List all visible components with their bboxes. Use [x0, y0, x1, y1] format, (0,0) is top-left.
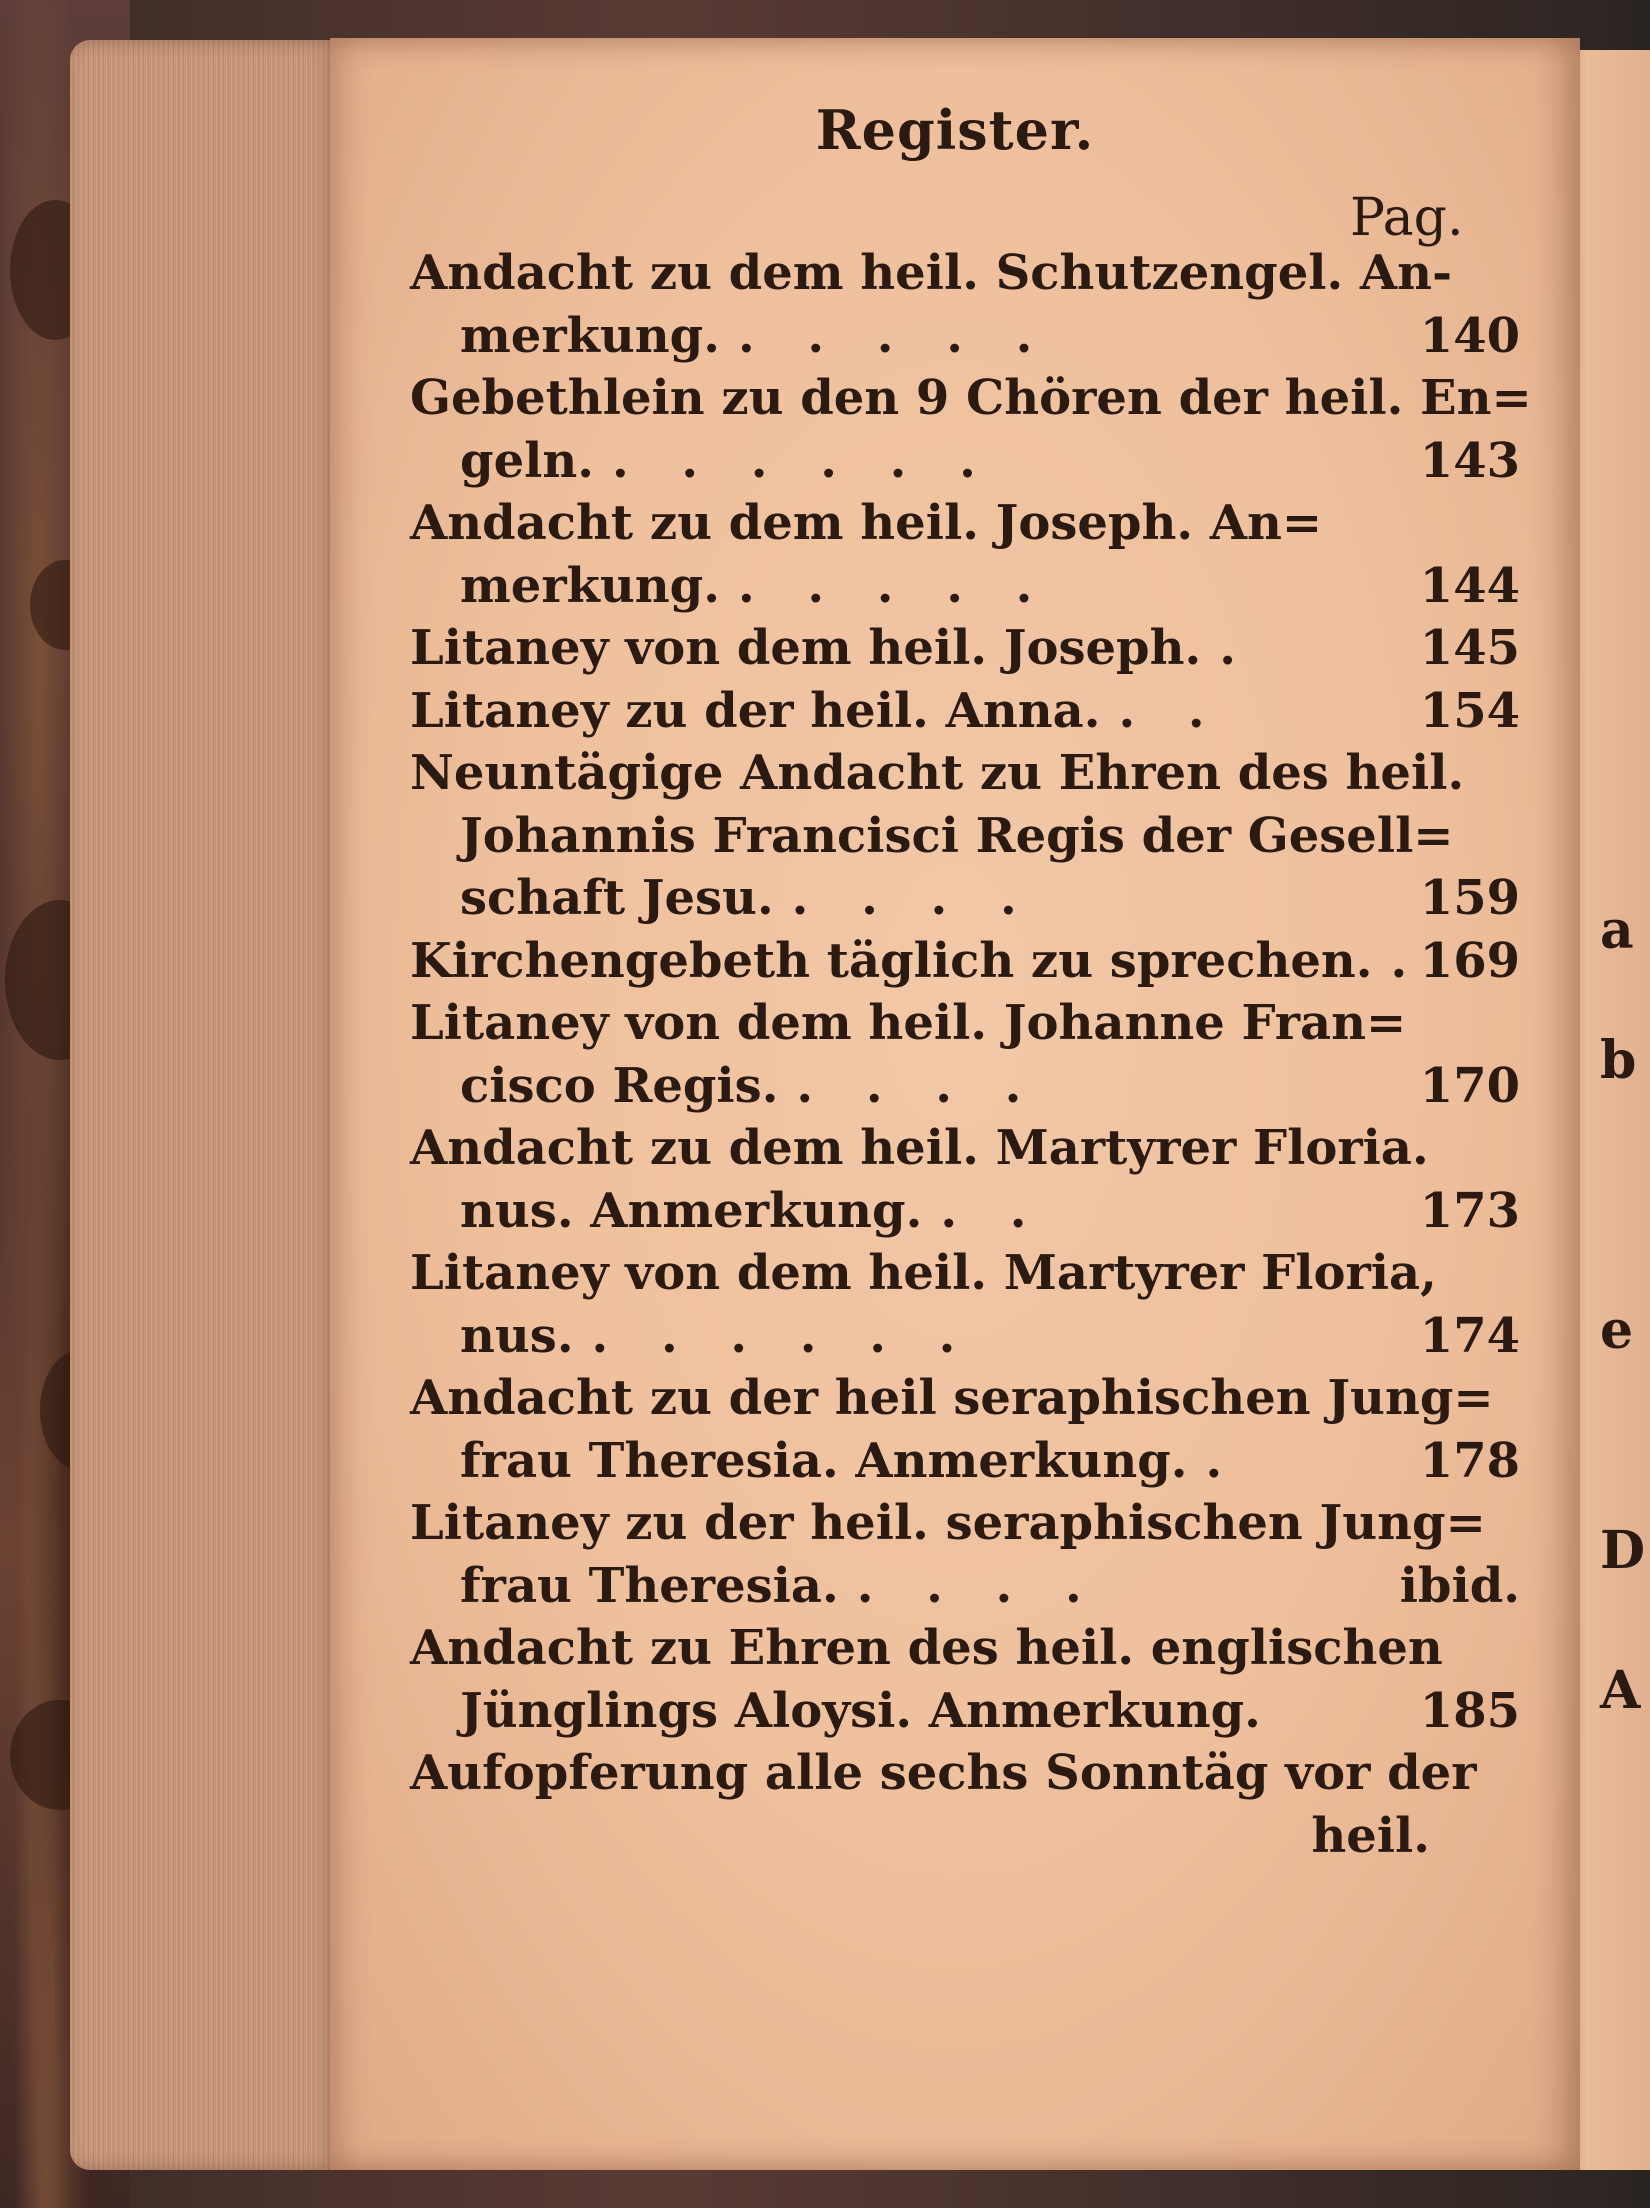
register-entry — [410, 992, 1520, 1117]
facing-page-glyph: e — [1600, 1300, 1634, 1361]
leader-dots: . . . . . — [737, 307, 1051, 364]
page-number: ibid. — [1399, 1557, 1520, 1614]
leader-dots: . . . . — [791, 870, 1035, 926]
entry-line: Andacht zu dem heil. Schutzengel. An- — [410, 245, 1452, 301]
entry-line — [410, 680, 1520, 743]
facing-page-glyph: D — [1600, 1520, 1646, 1581]
entry-line — [410, 555, 1520, 618]
page-number: 145 — [1419, 620, 1520, 676]
entry-text: nus. — [460, 1307, 574, 1364]
register-entry — [410, 1117, 1520, 1242]
entry-line — [410, 867, 1520, 930]
page-number: 174 — [1419, 1307, 1520, 1364]
entry-text: Litaney zu der heil. Anna. — [410, 682, 1101, 739]
page-number: 173 — [1419, 1182, 1520, 1239]
entry-line — [410, 430, 1520, 493]
entry-line: Jünglings Aloysi. Anmerkung. — [460, 1682, 1261, 1739]
page-number: 169 — [1419, 932, 1520, 989]
entry-text: frau Theresia. — [460, 1557, 839, 1614]
leader-dots: . . — [940, 1182, 1045, 1239]
leader-dots: . — [1219, 620, 1254, 676]
page-number: 143 — [1419, 432, 1520, 489]
page-edges — [70, 40, 340, 2170]
register-entry — [410, 492, 1520, 617]
leader-dots: . . . . . . — [611, 432, 994, 489]
register-entry — [410, 1742, 1520, 1867]
leader-dots: . . . . . — [737, 557, 1051, 614]
entry-text: cisco Regis. — [460, 1057, 779, 1114]
page-number: 154 — [1419, 682, 1520, 739]
leader-dots: . . . . . . — [591, 1307, 974, 1364]
entry-line: Andacht zu dem heil. Martyrer Floria. — [410, 1120, 1429, 1176]
page-number: 144 — [1419, 557, 1520, 614]
entry-line: Aufopferung alle sechs Sonntäg vor der — [410, 1745, 1477, 1801]
register-entry — [410, 617, 1520, 680]
page-heading: Register. — [815, 98, 1095, 162]
register-entry — [410, 1367, 1520, 1492]
entry-line: Litaney von dem heil. Johanne Fran= — [410, 995, 1407, 1051]
register-entry — [410, 1242, 1520, 1367]
entry-text: Kirchengebeth täglich zu sprechen. — [410, 932, 1373, 989]
register-entry — [410, 930, 1520, 993]
facing-page-glyph: A — [1600, 1660, 1641, 1721]
page-number: 140 — [1419, 307, 1520, 364]
leader-dots: . . . . — [856, 1557, 1100, 1614]
entry-line — [410, 930, 1520, 993]
entry-line: Neuntägige Andacht zu Ehren des heil. — [410, 745, 1465, 801]
entry-line: Johannis Francisci Regis der Gesell= — [460, 807, 1454, 864]
leader-dots: . — [1390, 932, 1426, 989]
entry-text: nus. Anmerkung. — [460, 1182, 923, 1239]
leader-dots: . . — [1118, 682, 1223, 739]
entry-line — [410, 617, 1520, 680]
register-entry — [410, 1617, 1520, 1742]
entry-text: frau Theresia. Anmerkung. — [460, 1432, 1188, 1489]
entry-line — [410, 1430, 1520, 1493]
entry-line — [410, 1055, 1520, 1118]
leader-dots: . . . . — [796, 1057, 1040, 1114]
trailing-word: heil. — [1311, 1807, 1430, 1864]
page-number: 185 — [1419, 1682, 1520, 1739]
entry-line — [410, 1180, 1520, 1243]
entry-line: Andacht zu dem heil. Joseph. An= — [410, 495, 1323, 551]
facing-page-glyph: b — [1600, 1030, 1637, 1091]
page-number: 170 — [1419, 1057, 1520, 1114]
entry-line: Andacht zu Ehren des heil. englischen — [410, 1620, 1443, 1676]
page-number: 159 — [1419, 870, 1520, 926]
page-number: 178 — [1419, 1432, 1520, 1489]
register-entry — [410, 367, 1532, 492]
entry-line: Gebethlein zu den 9 Chören der heil. En= — [410, 370, 1532, 426]
entry-text: Litaney von dem heil. Joseph. — [410, 620, 1202, 676]
entry-line — [410, 305, 1520, 368]
entry-line: Andacht zu der heil seraphischen Jung= — [410, 1370, 1494, 1426]
entry-line — [410, 1555, 1520, 1618]
entry-line: Litaney zu der heil. seraphischen Jung= — [410, 1495, 1486, 1551]
register-page — [330, 38, 1580, 2170]
register-entry — [410, 1492, 1520, 1617]
leader-dots: . — [1205, 1432, 1241, 1489]
entry-text: merkung. — [460, 307, 720, 364]
entry-line: Litaney von dem heil. Martyrer Floria, — [410, 1245, 1437, 1301]
facing-page-glyph: a — [1600, 900, 1634, 961]
entry-line — [410, 1305, 1520, 1368]
register-entry — [410, 742, 1520, 930]
register-entries — [410, 242, 1532, 1867]
register-entry — [410, 242, 1520, 367]
register-entry — [410, 680, 1520, 743]
entry-text: merkung. — [460, 557, 720, 614]
entry-text: geln. — [460, 432, 594, 489]
pag-label: Pag. — [1350, 188, 1464, 248]
entry-text: schaft Jesu. — [460, 870, 774, 926]
